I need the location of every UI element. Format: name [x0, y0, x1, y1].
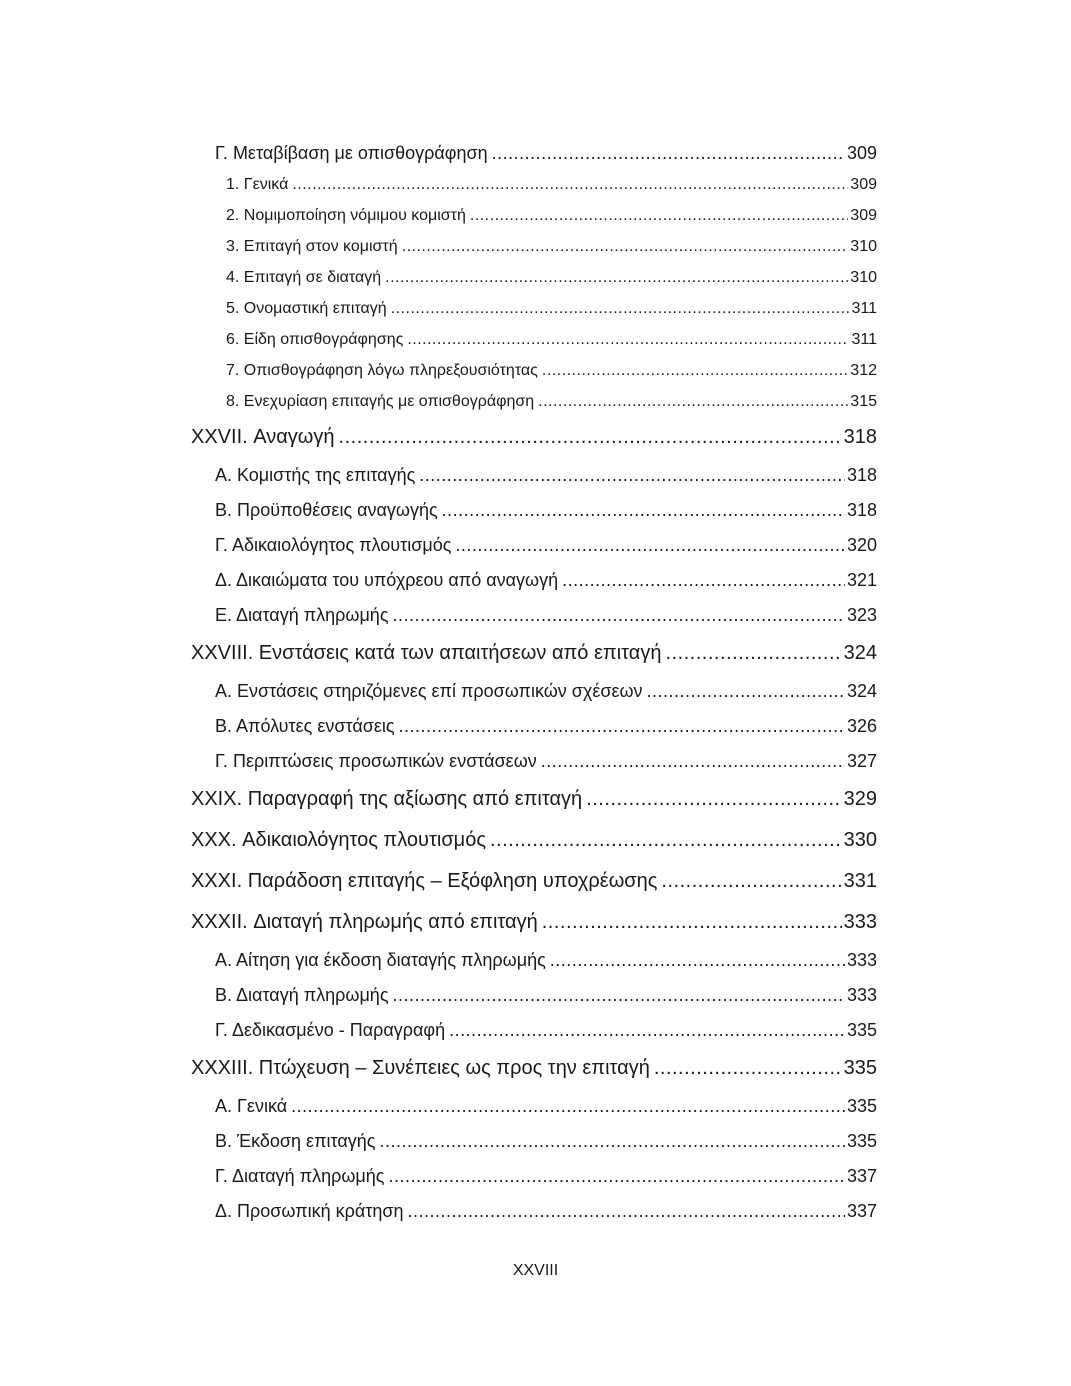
dot-leader: [407, 331, 849, 349]
dot-leader: [562, 570, 845, 591]
toc-entry-title: XXIX. Παραγραφή της αξίωσης από επιταγή: [191, 788, 583, 810]
toc-entry-page: 330: [843, 829, 877, 851]
toc-entry-title: 6. Είδη οπισθογράφησης: [226, 330, 404, 348]
toc-entry-chapter: [191, 417, 877, 458]
dot-leader: [419, 465, 845, 486]
toc-entry-page: 315: [850, 392, 877, 410]
toc-entry-page: 309: [850, 175, 877, 193]
toc-entry-page: 333: [846, 950, 877, 970]
toc-entry-sub: [191, 324, 877, 355]
toc-entry-title: Δ. Δικαιώματα του υπόχρεου από αναγωγή: [215, 570, 559, 590]
toc-entry-sub: [191, 262, 877, 293]
toc-entry-page: 324: [843, 642, 877, 664]
toc-entry-page: 329: [843, 788, 877, 810]
toc-entry-section: [191, 744, 877, 779]
toc-entry-chapter: [191, 779, 877, 820]
dot-leader: [291, 1096, 845, 1117]
toc-entry-title: XXXIII. Πτώχευση – Συνέπειες ως προς την επιταγή: [191, 1057, 650, 1079]
toc-entry-chapter: [191, 902, 877, 943]
toc-entry-title: Γ. Μεταβίβαση με οπισθογράφηση: [215, 142, 488, 163]
toc-entry-title: XXVIII. Ενστάσεις κατά των απαιτήσεων από επιταγή: [191, 642, 662, 664]
toc-entry-title: 8. Ενεχυρίαση επιταγής με οπισθογράφηση: [226, 392, 535, 410]
toc-entry-chapter: [191, 1048, 877, 1089]
toc-entry-page: 310: [850, 268, 877, 286]
toc-entry-title: Γ. Διαταγή πληρωμής: [215, 1166, 385, 1186]
toc-entry-page: 326: [846, 716, 877, 736]
toc-entry-title: XXXII. Διαταγή πληρωμής από επιταγή: [191, 911, 538, 933]
dot-leader: [399, 716, 845, 737]
dot-leader: [408, 1201, 845, 1222]
dot-leader: [647, 681, 845, 702]
toc-entry-page: 335: [846, 1020, 877, 1040]
toc-entry-title: Α. Κομιστής της επιταγής: [215, 465, 416, 485]
dot-leader: [442, 500, 845, 521]
toc-entry-title: 7. Οπισθογράφηση λόγω πληρεξουσιότητας: [226, 361, 538, 379]
dot-leader: [470, 207, 848, 225]
toc-entry-page: 321: [846, 570, 877, 590]
toc-entry-chapter: [191, 861, 877, 902]
toc-entry-page: 320: [846, 535, 877, 555]
dot-leader: [449, 1020, 845, 1041]
toc-entry-sub: [191, 293, 877, 324]
dot-leader: [661, 870, 841, 893]
toc-entry-page: 331: [843, 870, 877, 892]
toc-entry-page: 323: [846, 605, 877, 625]
dot-leader: [388, 1166, 845, 1187]
dot-leader: [391, 300, 850, 318]
dot-leader: [550, 950, 845, 971]
dot-leader: [542, 362, 848, 380]
toc-entry-section: [191, 978, 877, 1013]
toc-entry-section: [191, 493, 877, 528]
toc-entry-sub: [191, 355, 877, 386]
dot-leader: [339, 426, 842, 449]
toc-entry-section: [191, 528, 877, 563]
dot-leader: [538, 393, 848, 411]
toc-entry-section: [191, 1159, 877, 1194]
toc-entry-title: Γ. Δεδικασμένο - Παραγραφή: [215, 1020, 446, 1040]
toc-entry-page: 333: [843, 911, 877, 933]
page-number: XXVIII: [512, 1262, 559, 1279]
toc-entry-section: [191, 943, 877, 978]
toc-entry-page: 311: [851, 330, 877, 348]
toc-entry-section: [191, 458, 877, 493]
toc-entry-page: 333: [846, 985, 877, 1005]
toc-entry-title: 4. Επιταγή σε διαταγή: [226, 268, 382, 286]
toc-entry-page: 335: [846, 1131, 877, 1151]
toc-entry-chapter: [191, 633, 877, 674]
toc-entry-sub: [191, 231, 877, 262]
toc-entry-section: [191, 598, 877, 633]
dot-leader: [393, 605, 845, 626]
toc-entry-section: [191, 709, 877, 744]
dot-leader: [541, 751, 845, 772]
toc-entry-title: Ε. Διαταγή πληρωμής: [215, 605, 389, 625]
dot-leader: [490, 829, 842, 852]
toc-entry-title: Γ. Περιπτώσεις προσωπικών ενστάσεων: [215, 751, 537, 771]
dot-leader: [492, 143, 845, 164]
toc-entry-section: [191, 674, 877, 709]
toc-entry-page: 335: [846, 1096, 877, 1116]
toc-entry-title: XXVII. Αναγωγή: [191, 426, 335, 448]
toc-entry-page: 318: [846, 500, 877, 520]
toc-entry-sub: [191, 200, 877, 231]
toc-entry-title: Β. Έκδοση επιταγής: [215, 1131, 376, 1151]
dot-leader: [665, 642, 841, 665]
toc-entry-title: Β. Διαταγή πληρωμής: [215, 985, 389, 1005]
toc-entry-title: Δ. Προσωπική κράτηση: [215, 1201, 404, 1221]
toc-entry-page: 318: [843, 426, 877, 448]
dot-leader: [455, 535, 845, 556]
toc-entry-page: 309: [850, 206, 877, 224]
toc-entry-chapter: [191, 820, 877, 861]
dot-leader: [542, 911, 842, 934]
toc-entry-title: 1. Γενικά: [226, 175, 289, 193]
toc-entry-page: 309: [846, 142, 877, 163]
toc-entry-page: 335: [843, 1057, 877, 1079]
toc-entry-title: Α. Γενικά: [215, 1096, 288, 1116]
toc-entry-section: [191, 1124, 877, 1159]
dot-leader: [586, 788, 841, 811]
toc-entry-page: 337: [846, 1166, 877, 1186]
toc-entry-page: 337: [846, 1201, 877, 1221]
toc-entry-title: Γ. Αδικαιολόγητος πλουτισμός: [215, 535, 452, 555]
toc-entry-page: 324: [846, 681, 877, 701]
dot-leader: [385, 269, 848, 287]
toc-entry-section: [191, 1013, 877, 1048]
toc-entry-title: Β. Προϋποθέσεις αναγωγής: [215, 500, 438, 520]
dot-leader: [292, 176, 848, 194]
toc-entry-title: XXXI. Παράδοση επιταγής – Εξόφληση υποχρέωσης: [191, 870, 658, 892]
toc-entry-section: [191, 137, 877, 169]
dot-leader: [393, 985, 845, 1006]
toc-entry-title: 3. Επιταγή στον κομιστή: [226, 237, 398, 255]
toc-entry-section: [191, 563, 877, 598]
toc-entry-title: Α. Αίτηση για έκδοση διαταγής πληρωμής: [215, 950, 546, 970]
toc-entry-title: Α. Ενστάσεις στηριζόμενες επί προσωπικών σχέσεων: [215, 681, 643, 701]
toc-entry-page: 311: [851, 299, 877, 317]
toc-entry-page: 310: [850, 237, 877, 255]
toc-entry-title: 2. Νομιμοποίηση νόμιμου κομιστή: [226, 206, 466, 224]
toc-entry-section: [191, 1089, 877, 1124]
toc-entry-sub: [191, 169, 877, 200]
toc-entry-section: [191, 1194, 877, 1229]
toc-entry-title: 5. Ονομαστική επιταγή: [226, 299, 387, 317]
toc-entry-page: 318: [846, 465, 877, 485]
dot-leader: [654, 1057, 842, 1080]
table-of-contents: [191, 137, 877, 1229]
toc-entry-title: Β. Απόλυτες ενστάσεις: [215, 716, 395, 736]
toc-entry-page: 327: [846, 751, 877, 771]
dot-leader: [379, 1131, 845, 1152]
dot-leader: [402, 238, 849, 256]
toc-entry-title: XXX. Αδικαιολόγητος πλουτισμός: [191, 829, 486, 851]
toc-entry-page: 312: [850, 361, 877, 379]
toc-entry-sub: [191, 386, 877, 417]
